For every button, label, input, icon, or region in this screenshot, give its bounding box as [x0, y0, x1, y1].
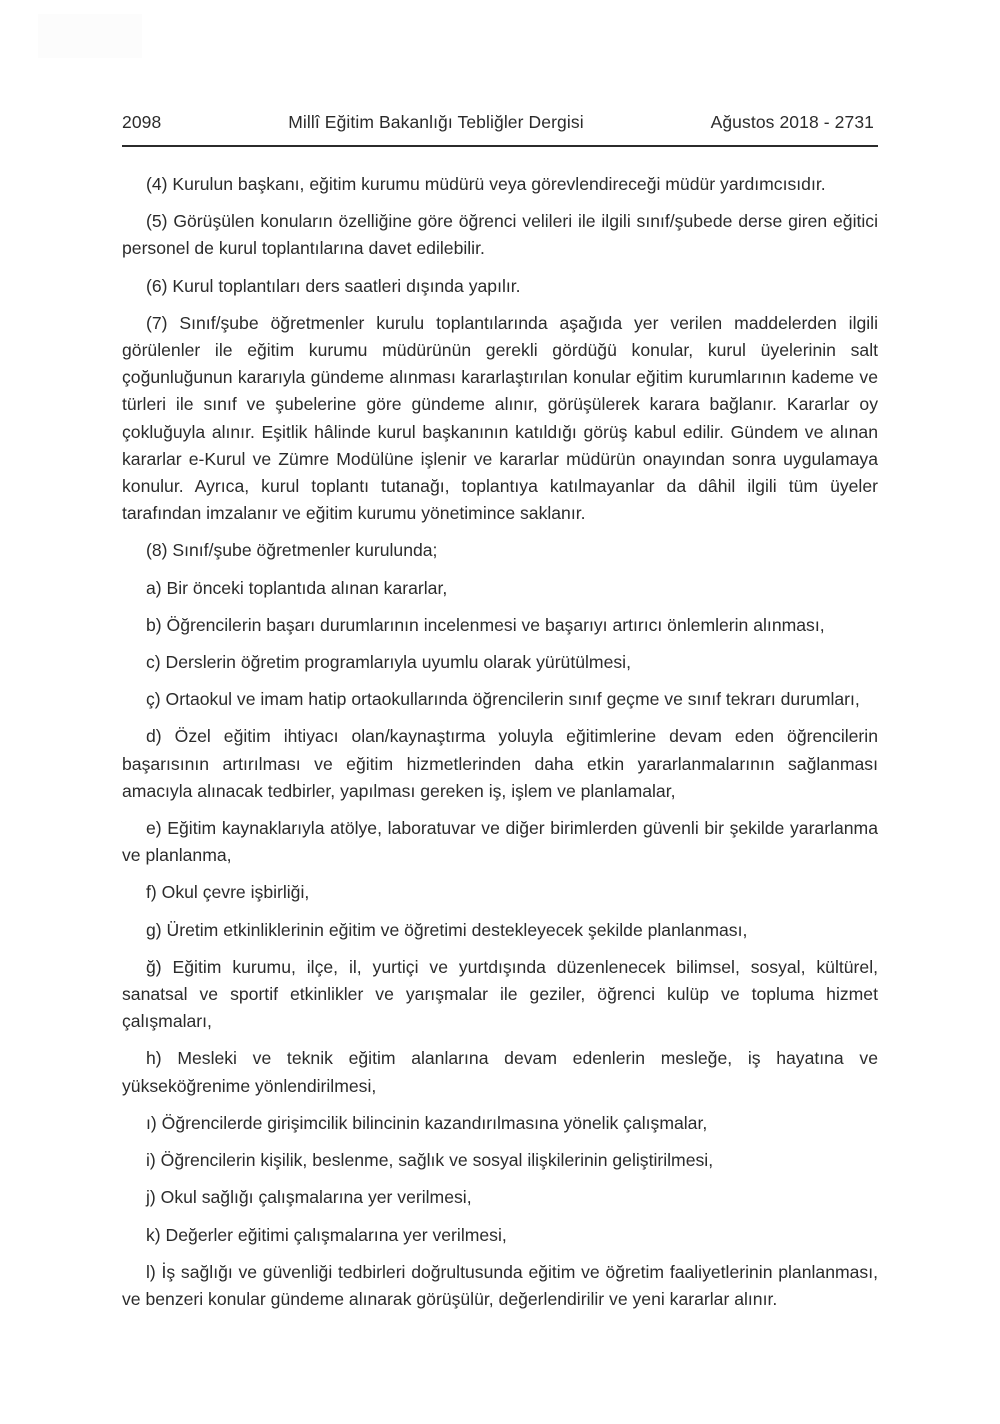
- paragraph-item-i-dotted: i) Öğrencilerin kişilik, beslenme, sağlık ve sosyal ilişkilerinin geliştirilmesi,: [146, 1150, 714, 1171]
- paragraph-item-i-dotless: ı) Öğrencilerde girişimcilik bilincinin kazandırılmasına yönelik çalışmalar,: [146, 1112, 708, 1133]
- paragraph-item-b: b) Öğrencilerin başarı durumlarının incelenmesi ve başarıyı artırıcı önlemlerin alınması,: [146, 614, 825, 635]
- paragraph-p5: (5) Görüşülen konuların özelliğine göre öğrenci velileri ile ilgili sınıf/şubede derse giren eğitici personel de kurul toplantılarına davet edilebilir.: [122, 211, 878, 259]
- scan-artifact: [38, 14, 142, 58]
- paragraph-item-l: l) İş sağlığı ve güvenliği tedbirleri doğrultusunda eğitim ve öğretim faaliyetlerinin planlanması, ve benzeri konular gündeme alınarak görüşülür, değerlendirilir ve yeni kararlar alınır.: [122, 1261, 878, 1309]
- paragraph-item-k: k) Değerler eğitimi çalışmalarına yer verilmesi,: [146, 1224, 507, 1245]
- paragraph-item-e: e) Eğitim kaynaklarıyla atölye, laboratuvar ve diğer birimlerden güvenli bir şekilde yararlanma ve planlanma,: [122, 818, 878, 866]
- paragraph-item-j: j) Okul sağlığı çalışmalarına yer verilmesi,: [146, 1187, 472, 1208]
- running-header: [122, 112, 878, 133]
- paragraph-item-g-breve: ğ) Eğitim kurumu, ilçe, il, yurtiçi ve yurtdışında düzenlenecek bilimsel, sosyal, kültürel, sanatsal ve sportif etkinlikler ve yarışmalar ile geziler, öğrenci kulüp ve topluma hizmet çalışmaları,: [122, 956, 878, 1032]
- publication-title: Millî Eğitim Bakanlığı Tebliğler Dergisi: [288, 112, 584, 132]
- page-number: 2098: [122, 112, 162, 132]
- paragraph-p4: (4) Kurulun başkanı, eğitim kurumu müdürü veya görevlendireceği müdür yardımcısıdır.: [146, 174, 826, 194]
- paragraph-item-c-cedilla: ç) Ortaokul ve imam hatip ortaokullarında öğrencilerin sınıf geçme ve sınıf tekrarı durumları,: [146, 689, 860, 710]
- paragraph-item-h: h) Mesleki ve teknik eğitim alanlarına devam edenlerin mesleğe, iş hayatına ve yükseköğrenime yönlendirilmesi,: [122, 1048, 878, 1096]
- header-divider: [122, 145, 878, 147]
- body-text: [122, 171, 878, 1313]
- paragraph-item-f: f) Okul çevre işbirliği,: [146, 882, 310, 903]
- paragraph-item-a: a) Bir önceki toplantıda alınan kararlar,: [146, 577, 448, 598]
- issue-label: Ağustos 2018 - 2731: [710, 112, 874, 132]
- paragraph-p7: (7) Sınıf/şube öğretmenler kurulu toplantılarında aşağıda yer verilen maddelerden ilgili görülenler ile eğitim kurumu müdürünün gerekli gördüğü konular, kurul üyelerinin salt çoğunluğunun kararıyla gündeme alınması kararlaştırılan konular eğitim kurumlarının kademe ve türleri ile sınıf ve şubelerine göre gündeme alınır, görüşülerek karara bağlanır. Kararlar oy çokluğuyla alınır. Eşitlik hâlinde kurul başkanının katıldığı görüş kabul edilir. Gündem ve alınan kararlar e-Kurul ve Zümre Modülüne işlenir ve kararlar müdürün onayından sonra uygulamaya konulur. Ayrıca, kurul toplantı tutanağı, toplantıya katılmayanlar da dâhil ilgili tüm üyeler tarafından imzalanır ve eğitim kurumu yönetimince saklanır.: [122, 312, 878, 524]
- paragraph-p8: (8) Sınıf/şube öğretmenler kurulunda;: [146, 540, 438, 561]
- paragraph-item-g: g) Üretim etkinliklerinin eğitim ve öğretimi destekleyecek şekilde planlanması,: [146, 919, 748, 940]
- paragraph-p6: (6) Kurul toplantıları ders saatleri dışında yapılır.: [146, 275, 521, 296]
- paragraph-item-d: d) Özel eğitim ihtiyacı olan/kaynaştırma yoluyla eğitimlerine devam eden öğrencilerin başarısının artırılması ve eğitim hizmetlerinden daha etkin yararlanmalarının sağlanması amacıyla alınacak tedbirler, yapılması gereken iş, işlem ve planlamalar,: [122, 726, 878, 801]
- paragraph-item-c: c) Derslerin öğretim programlarıyla uyumlu olarak yürütülmesi,: [146, 652, 631, 673]
